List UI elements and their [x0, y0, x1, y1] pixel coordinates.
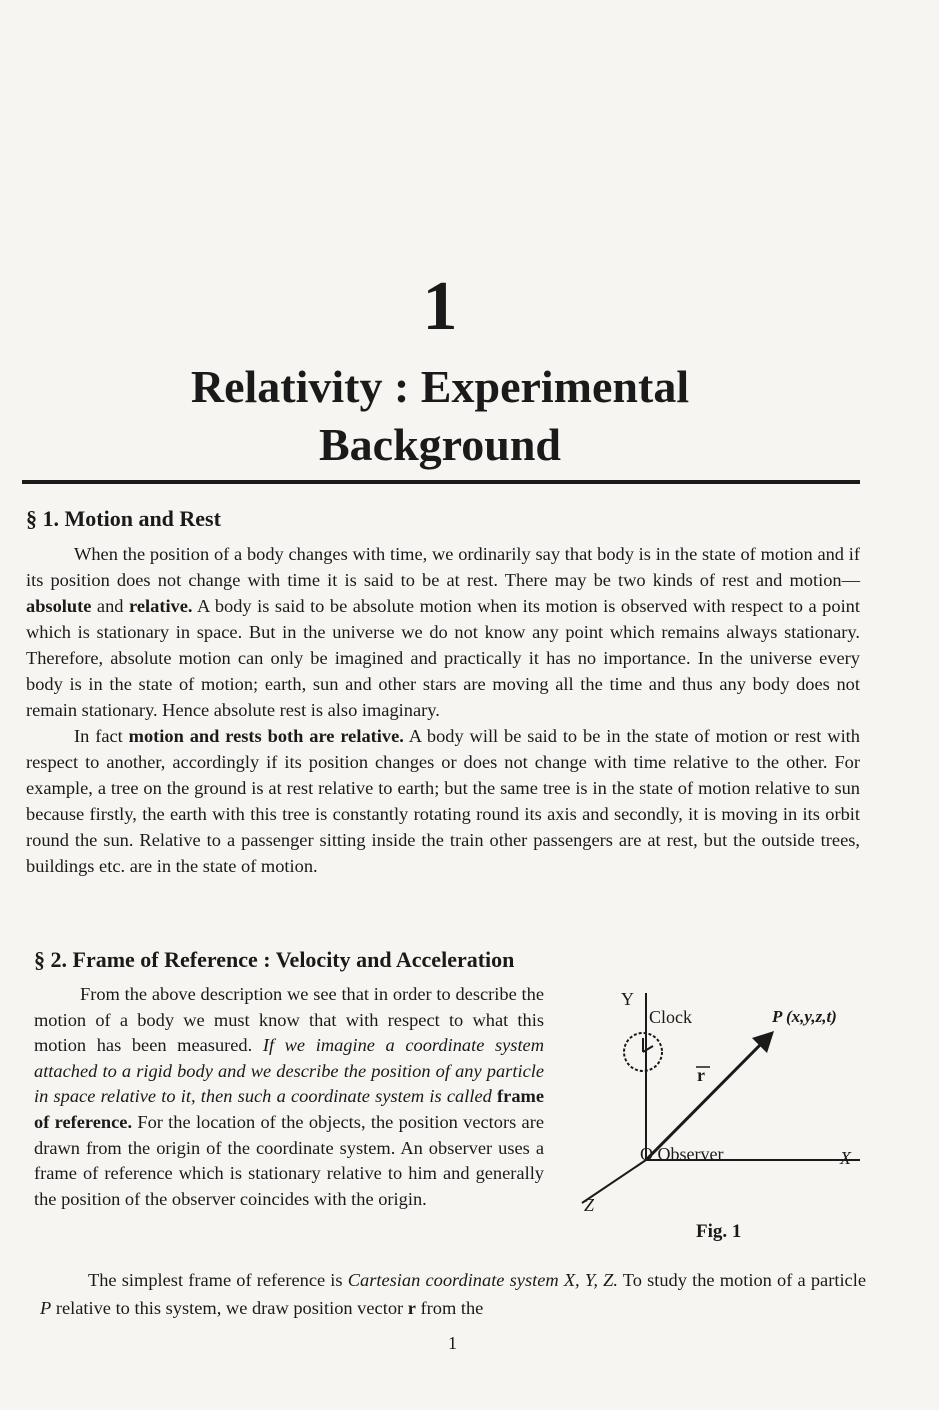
- vector-r-label: r: [697, 1065, 705, 1085]
- y-axis-label: Y: [621, 989, 634, 1009]
- section-2-continuation: [40, 1266, 866, 1322]
- position-vector-line: [646, 1037, 768, 1160]
- x-axis-label: X: [840, 1148, 851, 1168]
- figure-1: [560, 985, 870, 1255]
- text-run: from the: [415, 1298, 484, 1318]
- chapter-title-line-2: Background: [318, 419, 562, 470]
- chapter-title-line-1: Relativity : Experimental: [190, 361, 690, 412]
- text-run: From the above description we see that in order to describe the motion of a body we must know that with respect to what this motion has been measured.: [34, 984, 544, 1056]
- emphasis-absolute: absolute: [26, 596, 92, 616]
- italic-definition: If we imagine a coordinate system attached to a rigid body and we describe the position of any particle in space relative to it, then such a coordinate system is called: [34, 1035, 544, 1107]
- page-number: 1: [448, 1333, 457, 1353]
- text-run: relative to this system, we draw position vector: [51, 1298, 408, 1318]
- italic-particle-p: P: [40, 1298, 52, 1318]
- text-run: When the position of a body changes with time, we ordinarily say that body is in the state of motion and if its position does not change with time it is said to be at rest. There may be two kinds of rest and motion—: [26, 544, 860, 590]
- section-2-paragraph-2: [40, 1266, 866, 1322]
- text-run: For the location of the objects, the position vectors are drawn from the origin of the coordinate system. An observer uses a frame of reference which is stationary relative to him and generally the position of the observer coincides with the origin.: [34, 1111, 545, 1209]
- emphasis-relative: relative.: [129, 596, 193, 616]
- italic-cartesian: Cartesian coordinate system X, Y, Z.: [347, 1270, 618, 1290]
- emphasis-frame-of-reference: frame of reference.: [34, 1086, 544, 1132]
- clock-label: Clock: [649, 1007, 692, 1027]
- figure-caption: Fig. 1: [696, 1221, 742, 1242]
- section-1-paragraph-2: [26, 723, 860, 879]
- origin-observer-label: O Observer: [640, 1144, 724, 1164]
- point-p-label: P (x,y,z,t): [772, 1007, 837, 1026]
- text-run: A body is said to be absolute motion when its motion is observed with respect to a point which is stationary in space. But in the universe we do not know any point which remains always stationary. Therefore, absolute motion can only be imagined and practically it has no importance. In the universe every body is in the state of motion; earth, sun and other stars are moving all the time and thus any body does not remain stationary. Hence absolute rest is also imaginary.: [26, 596, 860, 720]
- text-run: The simplest frame of reference is: [88, 1270, 348, 1290]
- emphasis-relative-motion: motion and rests both are relative.: [128, 726, 404, 746]
- vector-r-symbol: r: [407, 1298, 416, 1318]
- section-2-body: [34, 982, 544, 1212]
- section-2-heading: § 2. Frame of Reference : Velocity and Acceleration: [34, 947, 515, 972]
- section-2-paragraph-1: [34, 982, 544, 1212]
- title-divider: [22, 480, 860, 484]
- text-run: and: [91, 596, 130, 616]
- text-run: In fact: [74, 726, 129, 746]
- clock-icon: [624, 1033, 662, 1071]
- section-1-paragraph-1: [26, 541, 860, 723]
- text-run: To study the motion of a particle: [617, 1270, 866, 1290]
- section-1-body: [26, 541, 860, 879]
- z-axis-label: Z: [584, 1195, 595, 1215]
- text-run: A body will be said to be in the state of motion or rest with respect to another, accordingly if its position changes or does not change with time relative to the other. For example, a tree on the ground is at rest relative to earth; but the same tree is in the state of motion relative to sun because firstly, the earth with this tree is constantly rotating round its axis and secondly, it is moving in its orbit round the sun. Relative to a passenger sitting inside the train other passengers are at rest, but the outside trees, buildings etc. are in the state of motion.: [26, 726, 860, 876]
- chapter-number: 1: [422, 268, 458, 345]
- chapter-title: [0, 358, 880, 474]
- section-1-heading: § 1. Motion and Rest: [26, 506, 221, 531]
